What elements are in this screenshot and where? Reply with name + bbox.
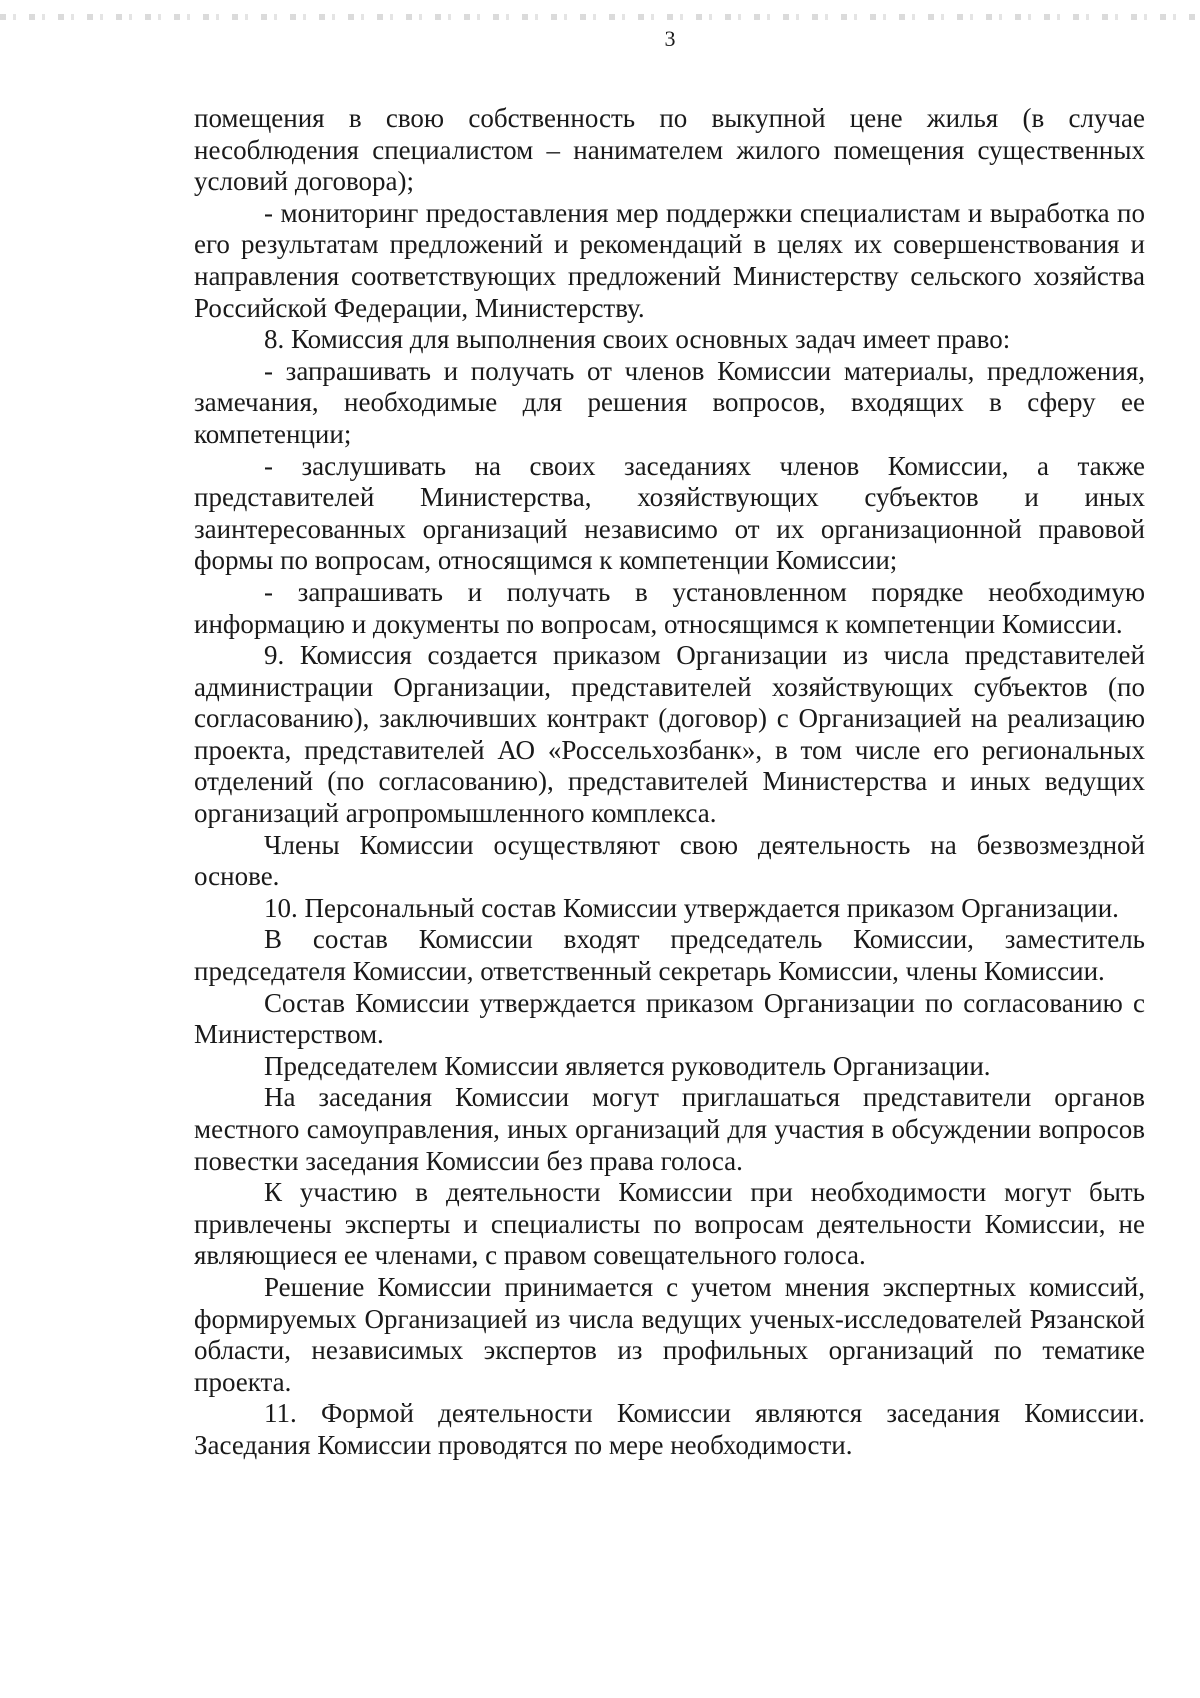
scan-edge-artifact — [0, 14, 1200, 20]
paragraph-1: помещения в свою собственность по выкупной цене жилья (в случае несоблюдения специалистом – нанимателем жилого помещения существенных условий договора); — [194, 103, 1145, 197]
paragraph-3: 8. Комиссия для выполнения своих основных задач имеет право: — [264, 324, 1011, 355]
paragraph-12: Председателем Комиссии является руководитель Организации. — [264, 1050, 991, 1081]
paragraph-9: 10. Персональный состав Комиссии утверждается приказом Организации. — [264, 892, 1119, 923]
paragraph-2: - мониторинг предоставления мер поддержки специалистам и выработка по его результатам предложений и рекомендаций в целях их совершенствования и направления соответствующих предложений Министерству сельского хозяйства Российской Федерации, Министерству. — [194, 197, 1145, 323]
paragraph-7: 9. Комиссия создается приказом Организации из числа представителей администрации Организации, представителей хозяйствующих субъектов (по согласованию), заключивших контракт (договор) с Организацией на реализацию проекта, представителей АО «Россельхозбанк», в том числе его региональных отделений (по согласованию), представителей Министерства и иных ведущих организаций агропромышленного комплекса. — [194, 640, 1145, 829]
paragraph-4: - запрашивать и получать от членов Комиссии материалы, предложения, замечания, необходимые для решения вопросов, входящих в сферу ее компетенции; — [194, 355, 1145, 449]
paragraph-13: На заседания Комиссии могут приглашаться представители органов местного самоуправления, иных организаций для участия в обсуждении вопросов повестки заседания Комиссии без права голоса. — [194, 1082, 1145, 1176]
paragraph-6: - запрашивать и получать в установленном порядке необходимую информацию и документы по вопросам, относящимся к компетенции Комиссии. — [194, 576, 1145, 639]
paragraph-16: 11. Формой деятельности Комиссии являются заседания Комиссии. Заседания Комиссии проводятся по мере необходимости. — [194, 1398, 1145, 1460]
paragraph-8: Члены Комиссии осуществляют свою деятельность на безвозмездной основе. — [194, 829, 1145, 892]
paragraph-5: - заслушивать на своих заседаниях членов Комиссии, а также представителей Министерства, хозяйствующих субъектов и иных заинтересованных организаций независимо от их организационной правовой формы по вопросам, относящимся к компетенции Комиссии; — [194, 450, 1145, 576]
paragraph-11: Состав Комиссии утверждается приказом Организации по согласованию с Министерством. — [194, 987, 1145, 1050]
document-body — [194, 103, 1145, 1462]
paragraph-10: В состав Комиссии входят председатель Комиссии, заместитель председателя Комиссии, ответственный секретарь Комиссии, члены Комиссии. — [194, 924, 1145, 987]
paragraph-14: К участию в деятельности Комиссии при необходимости могут быть привлечены эксперты и специалисты по вопросам деятельности Комиссии, не являющиеся ее членами, с правом совещательного голоса. — [194, 1177, 1145, 1271]
page-number: 3 — [664, 26, 676, 51]
paragraph-15: Решение Комиссии принимается с учетом мнения экспертных комиссий, формируемых Организацией из числа ведущих ученых-исследователей Рязанской области, независимых экспертов из профильных организаций по тематике проекта. — [194, 1271, 1145, 1397]
